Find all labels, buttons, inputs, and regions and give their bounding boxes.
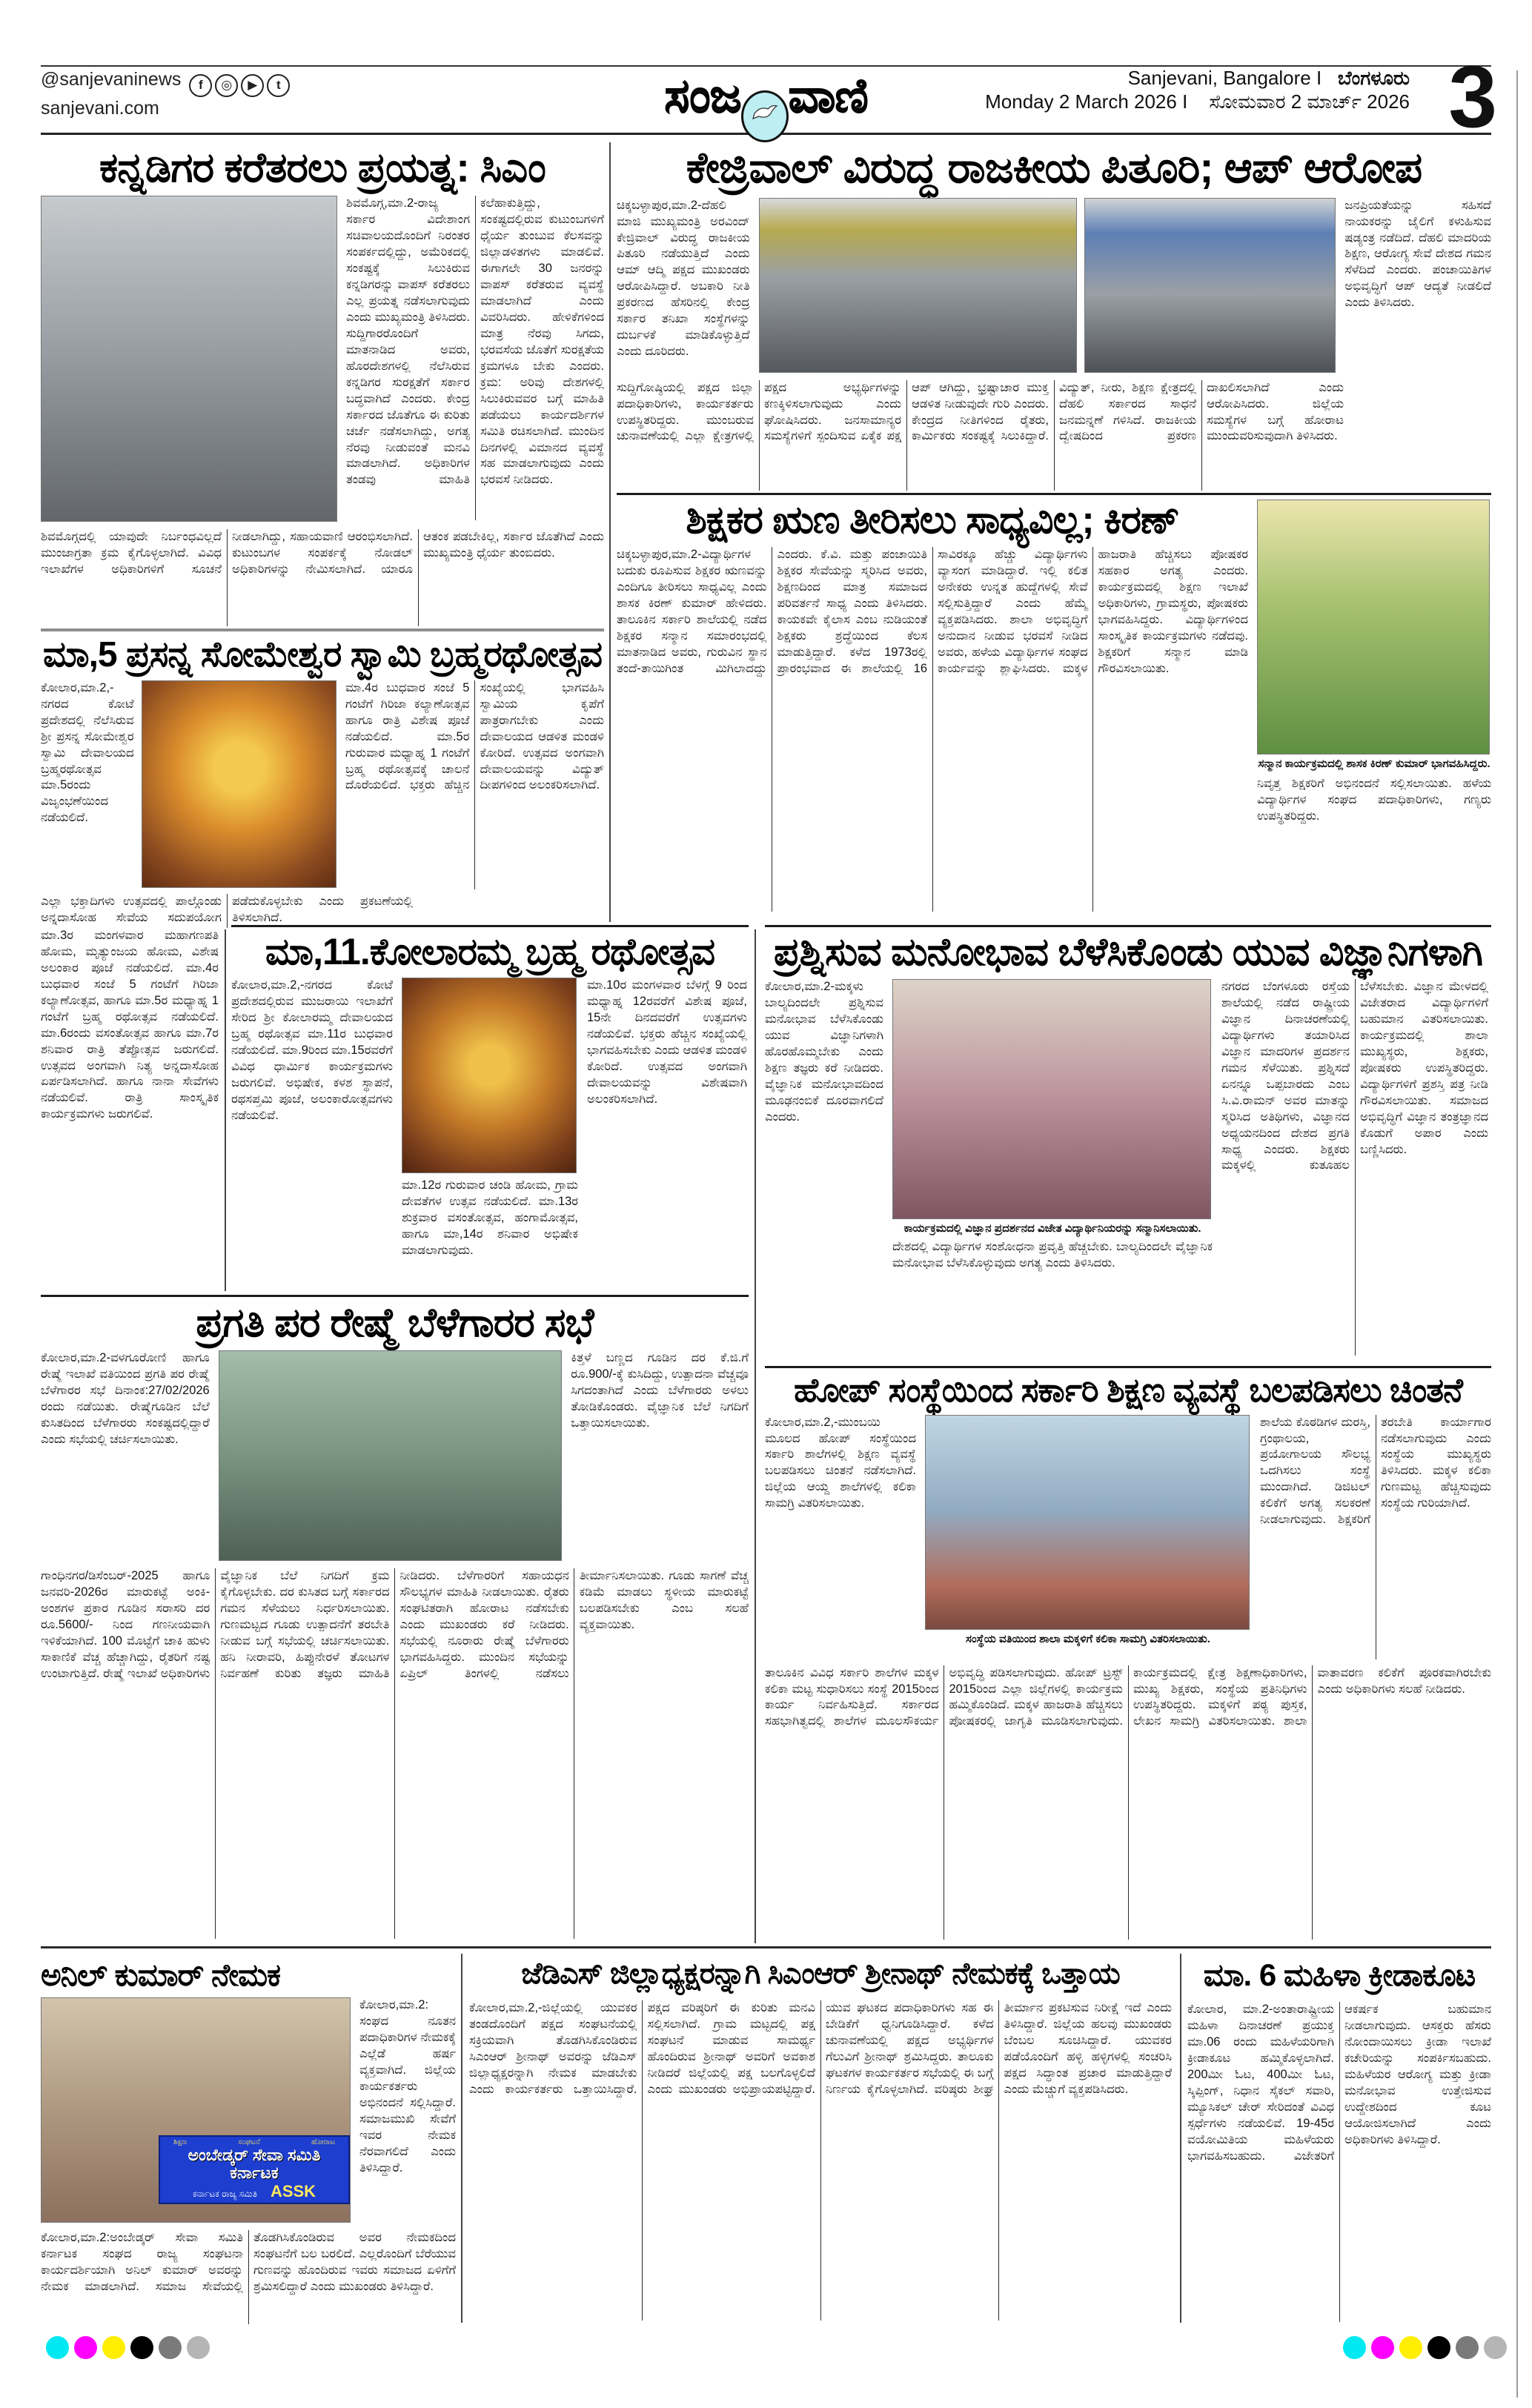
- article-side: ಜನಪ್ರಿಯತೆಯನ್ನು ಸಹಿಸದೆ ನಾಯಕರನ್ನು ಜೈಲಿಗೆ ಕಳುಹಿಸುವ ಷಡ್ಯಂತ್ರ ನಡೆದಿದೆ. ದೆಹಲಿ ಮಾದರಿಯ ಶಿಕ್ಷಣ, ಆರೋಗ್ಯ ಸೇವೆ ದೇಶದ ಗಮನ ಸೆಳೆದಿದೆ ಎಂದರು. ಪಂಚಾಯಿತಿಗಳ ಅಭಿವೃದ್ಧಿಗೆ ಆಪ್ ಆದ್ಯತೆ ನೀಡಲಿದೆ ಎಂದು ತಿಳಿಸಿದರು.: [1344, 198, 1491, 310]
- social-handle: @sanjevaninews: [41, 69, 182, 90]
- article-body: ಕೋಲಾರ, ಮಾ.2-ಅಂತಾರಾಷ್ಟ್ರೀಯ ಮಹಿಳಾ ದಿನಾಚರಣೆ ಪ್ರಯುಕ್ತ ಮಾ.06 ರಂದು ಮಹಿಳೆಯರಿಗಾಗಿ ಕ್ರೀಡಾಕೂಟ ಹಮ್ಮಿಕೊಳ್ಳಲಾಗಿದೆ. 200ಮೀ ಓಟ, 400ಮೀ ಓಟ, ಸ್ಕಿಪ್ಪಿಂಗ್, ನಿಧಾನ ಸೈಕಲ್ ಸವಾರಿ, ಮ್ಯೂಸಿಕಲ್ ಚೇರ್ ಸೇರಿದಂತೆ ವಿವಿಧ ಸ್ಪರ್ಧೆಗಳು ನಡೆಯಲಿವೆ. 19-45ರ ವಯೋಮಿತಿಯ ಮಹಿಳೆಯರು ಭಾಗವಹಿಸಬಹುದು. ವಿಜೇತರಿಗೆ ಆಕರ್ಷಕ ಬಹುಮಾನ ನೀಡಲಾಗುವುದು. ಆಸಕ್ತರು ಹೆಸರು ನೋಂದಾಯಿಸಲು ಕ್ರೀಡಾ ಇಲಾಖೆ ಕಚೇರಿಯನ್ನು ಸಂಪರ್ಕಿಸಬಹುದು. ಮಹಿಳೆಯರ ಆರೋಗ್ಯ ಮತ್ತು ಕ್ರೀಡಾ ಮನೋಭಾವ ಉತ್ತೇಜಿಸುವ ಉದ್ದೇಶದಿಂದ ಕೂಟ ಆಯೋಜಿಸಲಾಗಿದೆ ಎಂದು ಅಧಿಕಾರಿಗಳು ತಿಳಿಸಿದ್ದಾರೆ.: [1187, 2003, 1491, 2163]
- page-number: 3: [1448, 48, 1497, 146]
- youtube-icon: ▶: [241, 74, 264, 97]
- article-body: ಶಿವಮೊಗ್ಗ,ಮಾ.2-ರಾಜ್ಯ ಸರ್ಕಾರ ವಿದೇಶಾಂಗ ಸಚಿವಾಲಯದೊಂದಿಗೆ ನಿರಂತರ ಸಂಪರ್ಕದಲ್ಲಿದ್ದು, ಅಮೆರಿಕದಲ್ಲಿ ಸಂಕಷ್ಟಕ್ಕೆ ಸಿಲುಕಿರುವ ಕನ್ನಡಿಗರನ್ನು ವಾಪಸ್ ಕರೆತರಲು ಎಲ್ಲ ಪ್ರಯತ್ನ ನಡೆಸಲಾಗುವುದು ಎಂದು ಮುಖ್ಯಮಂತ್ರಿ ತಿಳಿಸಿದರು. ಸುದ್ದಿಗಾರರೊಂದಿಗೆ ಮಾತನಾಡಿದ ಅವರು, ಹೊರದೇಶಗಳಲ್ಲಿ ನೆಲೆಸಿರುವ ಕನ್ನಡಿಗರ ಸುರಕ್ಷತೆಗೆ ಸರ್ಕಾರ ಬದ್ಧವಾಗಿದೆ ಎಂದರು. ಕೇಂದ್ರ ಸರ್ಕಾರದ ಜೊತೆಗೂ ಈ ಕುರಿತು ಚರ್ಚೆ ನಡೆಸಲಾಗಿದ್ದು, ಅಗತ್ಯ ನೆರವು ನೀಡುವಂತೆ ಮನವಿ ಮಾಡಲಾಗಿದೆ. ಅಧಿಕಾರಿಗಳ ತಂಡವು ಮಾಹಿತಿ ಕಲೆಹಾಕುತ್ತಿದ್ದು, ಸಂಕಷ್ಟದಲ್ಲಿರುವ ಕುಟುಂಬಗಳಿಗೆ ಧೈರ್ಯ ತುಂಬುವ ಕೆಲಸವನ್ನು ಜಿಲ್ಲಾಡಳಿತಗಳು ಮಾಡಲಿವೆ. ಈಗಾಗಲೇ 30 ಜನರನ್ನು ವಾಪಸ್ ಕರೆತರುವ ವ್ಯವಸ್ಥೆ ಮಾಡಲಾಗಿದೆ ಎಂದು ವಿವರಿಸಿದರು. ಹೇಳಿಕೆಗಳಿಂದ ಮಾತ್ರ ನೆರವು ಸಿಗದು, ಭರವಸೆಯ ಜೊತೆಗೆ ಸುರಕ್ಷತೆಯ ಕ್ರಮಗಳೂ ಬೇಕು ಎಂದರು. ಕ್ರಮ: ಅರಿವು ದೇಶಗಳಲ್ಲಿ ಸಿಲುಕಿರುವವರ ಬಗ್ಗೆ ಮಾಹಿತಿ ಪಡೆಯಲು ಕಾರ್ಯದರ್ಶಿಗಳ ಸಮಿತಿ ರಚಿಸಲಾಗಿದೆ. ಮುಂದಿನ ದಿನಗಳಲ್ಲಿ ವಿಮಾನದ ವ್ಯವಸ್ಥೆ ಸಹ ಮಾಡಲಾಗುವುದು ಎಂದು ಭರವಸೆ ನೀಡಿದರು.: [346, 196, 604, 487]
- website-url: sanjevani.com: [41, 98, 159, 119]
- banner-label: ಹೋರಾಟ: [311, 2137, 335, 2146]
- column-rule: [225, 929, 226, 1291]
- article-kannadigas-cm: [41, 141, 604, 626]
- photo-silk-meeting: [219, 1350, 563, 1561]
- article-left: ಕೋಲಾರ,ಮಾ.2-ಮಕ್ಕಳು ಬಾಲ್ಯದಿಂದಲೇ ಪ್ರಶ್ನಿಸುವ ಮನೋಭಾವ ಬೆಳೆಸಿಕೊಂಡು ಯುವ ವಿಜ್ಞಾನಿಗಳಾಗಿ ಹೊರಹೊಮ್ಮಬೇಕು ಎಂದು ಶಿಕ್ಷಣ ತಜ್ಞರು ಕರೆ ನೀಡಿದರು. ವೈಜ್ಞಾನಿಕ ಮನೋಭಾವದಿಂದ ಮೂಢನಂಬಿಕೆ ದೂರವಾಗಲಿದೆ ಎಂದರು.: [765, 980, 883, 1124]
- article-headline: ಮಾ,5 ಪ್ರಸನ್ನ ಸೋಮೇಶ್ವರ ಸ್ವಾಮಿ ಬ್ರಹ್ಮರಥೋತ್ಸವ: [43, 635, 602, 674]
- article-body-continued: ಶಿವಮೊಗ್ಗದಲ್ಲಿ ಯಾವುದೇ ನಿರ್ಬಂಧವಿಲ್ಲದೆ ಮುಂಜಾಗ್ರತಾ ಕ್ರಮ ಕೈಗೊಳ್ಳಲಾಗಿದೆ. ವಿವಿಧ ಇಲಾಖೆಗಳ ಅಧಿಕಾರಿಗಳಿಗೆ ಸೂಚನೆ ನೀಡಲಾಗಿದ್ದು, ಸಹಾಯವಾಣಿ ಆರಂಭಿಸಲಾಗಿದೆ. ಕುಟುಂಬಗಳ ಸಂಪರ್ಕಕ್ಕೆ ನೋಡಲ್ ಅಧಿಕಾರಿಗಳನ್ನು ನೇಮಿಸಲಾಗಿದೆ. ಯಾರೂ ಆತಂಕ ಪಡಬೇಕಿಲ್ಲ, ಸರ್ಕಾರ ಜೊತೆಗಿದೆ ಎಂದು ಮುಖ್ಯಮಂತ್ರಿ ಧೈರ್ಯ ತುಂಬಿದರು.: [41, 530, 604, 577]
- article-body: ಮಾ.4ರ ಬುಧವಾರ ಸಂಜೆ 5 ಗಂಟೆಗೆ ಗಿರಿಜಾ ಕಲ್ಯಾಣೋತ್ಸವ ಹಾಗೂ ರಾತ್ರಿ ವಿಶೇಷ ಪೂಜೆ ನಡೆಯಲಿದೆ. ಮಾ.5ರ ಗುರುವಾರ ಮಧ್ಯಾಹ್ನ 1 ಗಂಟೆಗೆ ಬ್ರಹ್ಮ ರಥೋತ್ಸವಕ್ಕೆ ಚಾಲನೆ ದೊರೆಯಲಿದೆ. ಭಕ್ತರು ಹೆಚ್ಚಿನ ಸಂಖ್ಯೆಯಲ್ಲಿ ಭಾಗವಹಿಸಿ ಸ್ವಾಮಿಯ ಕೃಪೆಗೆ ಪಾತ್ರರಾಗಬೇಕು ಎಂದು ದೇವಾಲಯದ ಆಡಳಿತ ಮಂಡಳಿ ಕೋರಿದೆ. ಉತ್ಸವದ ಅಂಗವಾಗಿ ದೇವಾಲಯವನ್ನು ವಿದ್ಯುತ್ ದೀಪಗಳಿಂದ ಅಲಂಕರಿಸಲಾಗಿದೆ.: [345, 680, 604, 792]
- article-left: ಕೋಲಾರ,ಮಾ.2,-ಮುಂಬಯಿ ಮೂಲದ ಹೋಪ್ ಸಂಸ್ಥೆಯಿಂದ ಸರ್ಕಾರಿ ಶಾಲೆಗಳಲ್ಲಿ ಶಿಕ್ಷಣ ವ್ಯವಸ್ಥೆ ಬಲಪಡಿಸಲು ಚಿಂತನೆ ನಡೆಸಲಾಗಿದೆ. ಜಿಲ್ಲೆಯ ಆಯ್ದ ಶಾಲೆಗಳಲ್ಲಿ ಕಲಿಕಾ ಸಾಮಗ್ರಿ ವಿತರಿಸಲಾಯಿತು.: [765, 1415, 916, 1510]
- date-kn: ಸೋಮವಾರ 2 ಮಾರ್ಚ್ 2026: [1209, 90, 1410, 113]
- article-lead: ಚಿಕ್ಕಬಳ್ಳಾಪುರ,ಮಾ.2-ದೆಹಲಿ ಮಾಜಿ ಮುಖ್ಯಮಂತ್ರಿ ಅರವಿಂದ್ ಕೇಜ್ರಿವಾಲ್ ವಿರುದ್ಧ ರಾಜಕೀಯ ಪಿತೂರಿ ನಡೆಯುತ್ತಿದೆ ಎಂದು ಆಮ್ ಆದ್ಮಿ ಪಕ್ಷದ ಮುಖಂಡರು ಆರೋಪಿಸಿದ್ದಾರೆ. ಅಬಕಾರಿ ನೀತಿ ಪ್ರಕರಣದ ಹೆಸರಿನಲ್ಲಿ ಕೇಂದ್ರ ಸರ್ಕಾರ ತನಿಖಾ ಸಂಸ್ಥೆಗಳನ್ನು ದುರ್ಬಳಕೆ ಮಾಡಿಕೊಳ್ಳುತ್ತಿದೆ ಎಂದು ದೂರಿದರು.: [617, 198, 750, 359]
- article-headline: ಪ್ರಶ್ನಿಸುವ ಮನೋಭಾವ ಬೆಳೆಸಿಕೊಂಡು ಯುವ ವಿಜ್ಞಾನಿಗಳಾಗಿ: [774, 931, 1482, 974]
- photo-assk-felicitation: [41, 1997, 351, 2223]
- article-headline: ಕೇಜ್ರಿವಾಲ್ ವಿರುದ್ಧ ರಾಜಕೀಯ ಪಿತೂರಿ; ಆಪ್ ಆರೋಪ: [686, 144, 1422, 192]
- article-col1: ಕೋಲಾರ,ಮಾ.2,-ನಗರದ ಕೋಟೆ ಪ್ರದೇಶದಲ್ಲಿರುವ ಮುಜರಾಯಿ ಇಲಾಖೆಗೆ ಸೇರಿದ ಶ್ರೀ ಕೋಲಾರಮ್ಮ ದೇವಾಲಯದ ಬ್ರಹ್ಮ ರಥೋತ್ಸವ ಮಾ.11ರ ಬುಧವಾರ ನಡೆಯಲಿದೆ. ಮಾ.9ರಿಂದ ಮಾ.15ರವರೆಗೆ ವಿವಿಧ ಧಾರ್ಮಿಕ ಕಾರ್ಯಕ್ರಮಗಳು ಜರುಗಲಿವೆ. ಅಭಿಷೇಕ, ಕಳಶ ಸ್ಥಾಪನೆ, ರಥಸಪ್ತಮಿ ಪೂಜೆ, ಅಲಂಕಾರೋತ್ಸವಗಳು ನಡೆಯಲಿವೆ.: [231, 978, 393, 1122]
- instagram-icon: ◎: [215, 74, 238, 97]
- banner-subtitle: ಕರ್ನಾಟಕ ರಾಜ್ಯ ಸಮಿತಿ: [193, 2189, 257, 2200]
- article-headline: ಕನ್ನಡಿಗರ ಕರೆತರಲು ಪ್ರಯತ್ನ: ಸಿಎಂ: [99, 144, 546, 190]
- article-headline: ಹೋಪ್ ಸಂಸ್ಥೆಯಿಂದ ಸರ್ಕಾರಿ ಶಿಕ್ಷಣ ವ್ಯವಸ್ಥೆ ಬಲಪಡಿಸಲು ಚಿಂತನೆ: [794, 1371, 1462, 1409]
- article-silk-growers-meeting: [41, 1295, 749, 1945]
- article-jds-srinath-demand: [469, 1954, 1172, 2324]
- column-rule: [609, 142, 611, 922]
- article-headline: ಮಾ,11.ಕೋಲಾರಮ್ಮ ಬ್ರಹ್ಮ ರಥೋತ್ಸವ: [265, 931, 715, 972]
- article-body-continued: ತಾಲೂಕಿನ ವಿವಿಧ ಸರ್ಕಾರಿ ಶಾಲೆಗಳ ಮಕ್ಕಳ ಕಲಿಕಾ ಮಟ್ಟ ಸುಧಾರಿಸಲು ಸಂಸ್ಥೆ 2015ರಿಂದ ಕಾರ್ಯ ನಿರ್ವಹಿಸುತ್ತಿದೆ. ಸರ್ಕಾರದ ಸಹಭಾಗಿತ್ವದಲ್ಲಿ ಶಾಲೆಗಳ ಮೂಲಸೌಕರ್ಯ ಅಭಿವೃದ್ಧಿ ಪಡಿಸಲಾಗುವುದು. ಹೋಪ್ ಟ್ರಸ್ಟ್ 2015ರಿಂದ ಎಲ್ಲಾ ಜಿಲ್ಲೆಗಳಲ್ಲಿ ಕಾರ್ಯಕ್ರಮ ಹಮ್ಮಿಕೊಂಡಿದೆ. ಮಕ್ಕಳ ಹಾಜರಾತಿ ಹೆಚ್ಚಿಸಲು ಪೋಷಕರಲ್ಲಿ ಜಾಗೃತಿ ಮೂಡಿಸಲಾಗುವುದು. ಕಾರ್ಯಕ್ರಮದಲ್ಲಿ ಕ್ಷೇತ್ರ ಶಿಕ್ಷಣಾಧಿಕಾರಿಗಳು, ಮುಖ್ಯ ಶಿಕ್ಷಕರು, ಸಂಸ್ಥೆಯ ಪ್ರತಿನಿಧಿಗಳು ಉಪಸ್ಥಿತರಿದ್ದರು. ಮಕ್ಕಳಿಗೆ ಪಠ್ಯ ಪುಸ್ತಕ, ಲೇಖನ ಸಾಮಗ್ರಿ ವಿತರಿಸಲಾಯಿತು. ಶಾಲಾ ವಾತಾವರಣ ಕಲಿಕೆಗೆ ಪೂರಕವಾಗಿರಬೇಕು ಎಂದು ಅಧಿಕಾರಿಗಳು ಸಲಹೆ ನೀಡಿದರು.: [765, 1665, 1491, 1728]
- article-headline: ಅನಿಲ್ ಕುಮಾರ್ ನೇಮಕ: [41, 1957, 281, 1992]
- photo-cm-press-meet: [41, 196, 337, 522]
- banner-label: ಸಂಘಟನೆ: [238, 2137, 260, 2146]
- article-body-continued: ಗಾಂಧಿನಗರ/ಡಿಸೆಂಬರ್-2025 ಹಾಗೂ ಜನವರಿ-2026ರ ಮಾರುಕಟ್ಟೆ ಅಂಕಿ-ಅಂಶಗಳ ಪ್ರಕಾರ ಗೂಡಿನ ಸರಾಸರಿ ದರ ರೂ.5600/- ನಿಂದ ಗಣನೀಯವಾಗಿ ಇಳಿಕೆಯಾಗಿದೆ. 100 ಮೊಟ್ಟೆಗೆ ಚಾಕಿ ಹುಳು ಸಾಕಾಣಿಕೆ ವೆಚ್ಚ ಹೆಚ್ಚಾಗಿದ್ದು, ರೈತರಿಗೆ ನಷ್ಟ ಉಂಟಾಗುತ್ತಿದೆ. ರೇಷ್ಮೆ ಇಲಾಖೆ ಅಧಿಕಾರಿಗಳು ವೈಜ್ಞಾನಿಕ ಬೆಲೆ ನಿಗದಿಗೆ ಕ್ರಮ ಕೈಗೊಳ್ಳಬೇಕು. ದರ ಕುಸಿತದ ಬಗ್ಗೆ ಸರ್ಕಾರದ ಗಮನ ಸೆಳೆಯಲು ನಿರ್ಧರಿಸಲಾಯಿತು. ಗುಣಮಟ್ಟದ ಗೂಡು ಉತ್ಪಾದನೆಗೆ ತರಬೇತಿ ನೀಡುವ ಬಗ್ಗೆ ಸಭೆಯಲ್ಲಿ ಚರ್ಚಿಸಲಾಯಿತು. ಹನಿ ನೀರಾವರಿ, ಹಿಪ್ಪುನೇರಳೆ ತೋಟಗಳ ನಿರ್ವಹಣೆ ಕುರಿತು ತಜ್ಞರು ಮಾಹಿತಿ ನೀಡಿದರು. ಬೆಳೆಗಾರರಿಗೆ ಸಹಾಯಧನ ಸೌಲಭ್ಯಗಳ ಮಾಹಿತಿ ನೀಡಲಾಯಿತು. ರೈತರು ಸಂಘಟಿತರಾಗಿ ಹೋರಾಟ ನಡೆಸಬೇಕು ಎಂದು ಮುಖಂಡರು ಕರೆ ನೀಡಿದರು. ಸಭೆಯಲ್ಲಿ ನೂರಾರು ರೇಷ್ಮೆ ಬೆಳೆಗಾರರು ಭಾಗವಹಿಸಿದ್ದರು. ಮುಂದಿನ ಸಭೆಯನ್ನು ಏಪ್ರಿಲ್ ತಿಂಗಳಲ್ಲಿ ನಡೆಸಲು ತೀರ್ಮಾನಿಸಲಾಯಿತು. ಗೂಡು ಸಾಗಣೆ ವೆಚ್ಚ ಕಡಿಮೆ ಮಾಡಲು ಸ್ಥಳೀಯ ಮಾರುಕಟ್ಟೆ ಬಲಪಡಿಸಬೇಕು ಎಂಬ ಸಲಹೆ ವ್ಯಕ್ತವಾಯಿತು.: [41, 1569, 749, 1680]
- photo-kolaramma-deity: [402, 978, 577, 1173]
- article-body: ಕೋಲಾರ,ಮಾ.2:ಅಂಬೇಡ್ಕರ್ ಸೇವಾ ಸಮಿತಿ ಕರ್ನಾಟಕ ಸಂಘದ ರಾಜ್ಯ ಸಂಘಟನಾ ಕಾರ್ಯದರ್ಶಿಯಾಗಿ ಅನಿಲ್ ಕುಮಾರ್ ಅವರನ್ನು ನೇಮಕ ಮಾಡಲಾಗಿದೆ. ಸಮಾಜ ಸೇವೆಯಲ್ಲಿ ತೊಡಗಿಸಿಕೊಂಡಿರುವ ಅವರ ನೇಮಕದಿಂದ ಸಂಘಟನೆಗೆ ಬಲ ಬರಲಿದೆ. ಎಲ್ಲರೊಂದಿಗೆ ಬೆರೆಯುವ ಗುಣವನ್ನು ಹೊಂದಿರುವ ಇವರು ಸಮಾಜದ ಏಳಿಗೆಗೆ ಶ್ರಮಿಸಲಿದ್ದಾರೆ ಎಂದು ಮುಖಂಡರು ತಿಳಿಸಿದ್ದಾರೆ.: [41, 2231, 456, 2294]
- article-someshwara-continuation: [41, 928, 219, 1291]
- photo-caption: ಕಾರ್ಯಕ್ರಮದಲ್ಲಿ ವಿಜ್ಞಾನ ಪ್ರದರ್ಶನದ ವಿಜೇತ ವಿದ್ಯಾರ್ಥಿನಿಯರನ್ನು ಸನ್ಮಾನಿಸಲಾಯಿತು.: [903, 1222, 1201, 1235]
- column-rule: [461, 1954, 462, 2323]
- page-header: [41, 48, 1497, 146]
- assk-banner: [159, 2135, 350, 2204]
- column-rule: [755, 929, 756, 1943]
- article-right: ಕಿತ್ತಳೆ ಬಣ್ಣದ ಗೂಡಿನ ದರ ಕೆ.ಜಿ.ಗೆ ರೂ.900/-ಕ್ಕೆ ಕುಸಿದಿದ್ದು, ಉತ್ಪಾದನಾ ವೆಚ್ಚವೂ ಸಿಗದಂತಾಗಿದೆ ಎಂದು ಬೆಳೆಗಾರರು ಅಳಲು ತೋಡಿಕೊಂಡರು. ವೈಜ್ಞಾನಿಕ ಬೆಲೆ ನಿಗದಿಗೆ ಒತ್ತಾಯಿಸಲಾಯಿತು.: [571, 1351, 749, 1430]
- header-dateline: [985, 48, 1497, 146]
- photo-aap-press-1: [759, 198, 1077, 373]
- photo-someshwara-deity: [142, 680, 336, 888]
- article-body: ಕೋಲಾರ,ಮಾ.2,-ಜಿಲ್ಲೆಯಲ್ಲಿ ಯುವಕರ ತಂಡದೊಂದಿಗೆ ಪಕ್ಷದ ಸಂಘಟನೆಯಲ್ಲಿ ಸಕ್ರಿಯವಾಗಿ ತೊಡಗಿಸಿಕೊಂಡಿರುವ ಸಿಎಂಆರ್ ಶ್ರೀನಾಥ್ ಅವರನ್ನು ಜೆಡಿಎಸ್ ಜಿಲ್ಲಾಧ್ಯಕ್ಷರನ್ನಾಗಿ ನೇಮಕ ಮಾಡಬೇಕು ಎಂದು ಕಾರ್ಯಕರ್ತರು ಒತ್ತಾಯಿಸಿದ್ದಾರೆ. ಪಕ್ಷದ ವರಿಷ್ಠರಿಗೆ ಈ ಕುರಿತು ಮನವಿ ಸಲ್ಲಿಸಲಾಗಿದೆ. ಗ್ರಾಮ ಮಟ್ಟದಲ್ಲಿ ಪಕ್ಷ ಸಂಘಟನೆ ಮಾಡುವ ಸಾಮರ್ಥ್ಯ ಹೊಂದಿರುವ ಶ್ರೀನಾಥ್ ಅವರಿಗೆ ಅವಕಾಶ ನೀಡಿದರೆ ಜಿಲ್ಲೆಯಲ್ಲಿ ಪಕ್ಷ ಬಲಗೊಳ್ಳಲಿದೆ ಎಂದು ಮುಖಂಡರು ಅಭಿಪ್ರಾಯಪಟ್ಟಿದ್ದಾರೆ. ಯುವ ಘಟಕದ ಪದಾಧಿಕಾರಿಗಳು ಸಹ ಈ ಬೇಡಿಕೆಗೆ ಧ್ವನಿಗೂಡಿಸಿದ್ದಾರೆ. ಕಳೆದ ಚುನಾವಣೆಯಲ್ಲಿ ಪಕ್ಷದ ಅಭ್ಯರ್ಥಿಗಳ ಗೆಲುವಿಗೆ ಶ್ರೀನಾಥ್ ಶ್ರಮಿಸಿದ್ದರು. ತಾಲೂಕು ಘಟಕಗಳ ಕಾರ್ಯಕರ್ತರ ಸಭೆಯಲ್ಲಿ ಈ ಬಗ್ಗೆ ನಿರ್ಣಯ ಕೈಗೊಳ್ಳಲಾಗಿದೆ. ವರಿಷ್ಠರು ಶೀಘ್ರ ತೀರ್ಮಾನ ಪ್ರಕಟಿಸುವ ನಿರೀಕ್ಷೆ ಇದೆ ಎಂದು ತಿಳಿಸಿದ್ದಾರೆ. ಜಿಲ್ಲೆಯ ಹಲವು ಮುಖಂಡರು ಬೆಂಬಲ ಸೂಚಿಸಿದ್ದಾರೆ. ಯುವಕರ ಪಡೆಯೊಂದಿಗೆ ಹಳ್ಳಿ ಹಳ್ಳಿಗಳಲ್ಲಿ ಸಂಚರಿಸಿ ಪಕ್ಷದ ಸಿದ್ಧಾಂತ ಪ್ರಚಾರ ಮಾಡುತ್ತಿದ್ದಾರೆ ಎಂದು ಮೆಚ್ಚುಗೆ ವ್ಯಕ್ತಪಡಿಸಿದರು.: [469, 2001, 1172, 2096]
- article-col3: ಮಾ.10ರ ಮಂಗಳವಾರ ಬೆಳಗ್ಗೆ 9 ರಿಂದ ಮಧ್ಯಾಹ್ನ 12ರವರೆಗೆ ವಿಶೇಷ ಪೂಜೆ, 15ನೇ ದಿನದವರೆಗೆ ಉತ್ಸವಗಳು ನಡೆಯಲಿವೆ. ಭಕ್ತರು ಹೆಚ್ಚಿನ ಸಂಖ್ಯೆಯಲ್ಲಿ ಭಾಗವಹಿಸಬೇಕು ಎಂದು ಆಡಳಿತ ಮಂಡಳಿ ಕೋರಿದೆ. ಉತ್ಸವದ ಅಂಗವಾಗಿ ದೇವಾಲಯವನ್ನು ವಿಶೇಷವಾಗಿ ಅಲಂಕರಿಸಲಾಗಿದೆ.: [587, 978, 747, 1106]
- article-right: ನಗರದ ಬೆಂಗಳೂರು ರಸ್ತೆಯ ಶಾಲೆಯಲ್ಲಿ ನಡೆದ ರಾಷ್ಟ್ರೀಯ ವಿಜ್ಞಾನ ದಿನಾಚರಣೆಯಲ್ಲಿ ವಿದ್ಯಾರ್ಥಿಗಳು ತಯಾರಿಸಿದ ವಿಜ್ಞಾನ ಮಾದರಿಗಳ ಪ್ರದರ್ಶನ ಗಮನ ಸೆಳೆಯಿತು. ಪ್ರಶ್ನಿಸದೆ ಏನನ್ನೂ ಒಪ್ಪಬಾರದು ಎಂಬ ಸಿ.ವಿ.ರಾಮನ್ ಅವರ ಮಾತನ್ನು ಸ್ಮರಿಸಿದ ಅತಿಥಿಗಳು, ವಿಜ್ಞಾನದ ಅಧ್ಯಯನದಿಂದ ದೇಶದ ಪ್ರಗತಿ ಸಾಧ್ಯ ಎಂದರು. ಶಿಕ್ಷಕರು ಮಕ್ಕಳಲ್ಲಿ ಕುತೂಹಲ ಬೆಳೆಸಬೇಕು. ವಿಜ್ಞಾನ ಮೇಳದಲ್ಲಿ ವಿಜೇತರಾದ ವಿದ್ಯಾರ್ಥಿಗಳಿಗೆ ಬಹುಮಾನ ವಿತರಿಸಲಾಯಿತು. ಕಾರ್ಯಕ್ರಮದಲ್ಲಿ ಶಾಲಾ ಮುಖ್ಯಸ್ಥರು, ಶಿಕ್ಷಕರು, ಪೋಷಕರು ಉಪಸ್ಥಿತರಿದ್ದರು. ವಿದ್ಯಾರ್ಥಿಗಳಿಗೆ ಪ್ರಶಸ್ತಿ ಪತ್ರ ನೀಡಿ ಗೌರವಿಸಲಾಯಿತು. ಸಮಾಜದ ಅಭಿವೃದ್ಧಿಗೆ ವಿಜ್ಞಾನ ತಂತ್ರಜ್ಞಾನದ ಕೊಡುಗೆ ಅಪಾರ ಎಂದು ಬಣ್ಣಿಸಿದರು.: [1221, 980, 1488, 1173]
- article-body-continued: ಮಾ.3ರ ಮಂಗಳವಾರ ಮಹಾಗಣಪತಿ ಹೋಮ, ಮೃತ್ಯುಂಜಯ ಹೋಮ, ವಿಶೇಷ ಅಲಂಕಾರ ಪೂಜೆ ನಡೆಯಲಿದೆ. ಮಾ.4ರ ಬುಧವಾರ ಸಂಜೆ 5 ಗಂಟೆಗೆ ಗಿರಿಜಾ ಕಲ್ಯಾಣೋತ್ಸವ, ಹಾಗೂ ಮಾ.5ರ ಮಧ್ಯಾಹ್ನ 1 ಗಂಟೆಗೆ ಬ್ರಹ್ಮ ರಥೋತ್ಸವ ನಡೆಯಲಿದೆ. ಮಾ.6ರಂದು ವಸಂತೋತ್ಸವ ಹಾಗೂ ಮಾ.7ರ ಶನಿವಾರ ರಾತ್ರಿ ತೆಪ್ಪೋತ್ಸವ ಜರುಗಲಿದೆ. ಉತ್ಸವದ ಅಂಗವಾಗಿ ನಿತ್ಯ ಅನ್ನದಾಸೋಹ ಏರ್ಪಡಿಸಲಾಗಿದೆ. ಹಾಗೂ ನಾನಾ ಸೇವೆಗಳು ನಡೆಯಲಿವೆ. ರಾತ್ರಿ ಸಾಂಸ್ಕೃತಿಕ ಕಾರ್ಯಕ್ರಮಗಳು ಜರುಗಲಿವೆ.: [41, 929, 219, 1121]
- article-side: ಕೋಲಾರ,ಮಾ.2: ಸಂಘದ ನೂತನ ಪದಾಧಿಕಾರಿಗಳ ನೇಮಕಕ್ಕೆ ಎಲ್ಲೆಡೆ ಹರ್ಷ ವ್ಯಕ್ತವಾಗಿದೆ. ಜಿಲ್ಲೆಯ ಕಾರ್ಯಕರ್ತರು ಅಭಿನಂದನೆ ಸಲ್ಲಿಸಿದ್ದಾರೆ. ಸಮಾಜಮುಖಿ ಸೇವೆಗೆ ಇವರ ನೇಮಕ ನೆರವಾಗಲಿದೆ ಎಂದು ತಿಳಿಸಿದ್ದಾರೆ.: [359, 1998, 456, 2175]
- photo-hope-school: [925, 1415, 1250, 1630]
- banner-title: ಅಂಬೇಡ್ಕರ್ ಸೇವಾ ಸಮಿತಿ ಕರ್ನಾಟಕ: [188, 2145, 321, 2183]
- edition-en: Sanjevani, Bangalore I: [1127, 67, 1322, 89]
- article-right: ಶಾಲೆಯ ಕೊಠಡಿಗಳ ದುರಸ್ತಿ, ಗ್ರಂಥಾಲಯ, ಪ್ರಯೋಗಾಲಯ ಸೌಲಭ್ಯ ಒದಗಿಸಲು ಸಂಸ್ಥೆ ಮುಂದಾಗಿದೆ. ಡಿಜಿಟಲ್ ಕಲಿಕೆಗೆ ಅಗತ್ಯ ಸಲಕರಣೆ ನೀಡಲಾಗುವುದು. ಶಿಕ್ಷಕರಿಗೆ ತರಬೇತಿ ಕಾರ್ಯಾಗಾರ ನಡೆಸಲಾಗುವುದು ಎಂದು ಸಂಸ್ಥೆಯ ಮುಖ್ಯಸ್ಥರು ತಿಳಿಸಿದರು. ಮಕ್ಕಳ ಕಲಿಕಾ ಗುಣಮಟ್ಟ ಹೆಚ್ಚಿಸುವುದು ಸಂಸ್ಥೆಯ ಗುರಿಯಾಗಿದೆ.: [1260, 1415, 1491, 1527]
- article-kolaramma-rathotsava: [231, 925, 749, 1293]
- bottom-band-rule: [41, 1946, 1491, 1948]
- article-mid: ದೇಶದಲ್ಲಿ ವಿದ್ಯಾರ್ಥಿಗಳ ಸಂಶೋಧನಾ ಪ್ರವೃತ್ತಿ ಹೆಚ್ಚಬೇಕು. ಬಾಲ್ಯದಿಂದಲೇ ವೈಜ್ಞಾನಿಕ ಮನೋಭಾವ ಬೆಳೆಸಿಕೊಳ್ಳುವುದು ಅಗತ್ಯ ಎಂದು ತಿಳಿಸಿದರು.: [892, 1239, 1213, 1270]
- photo-caption: ಸಂಸ್ಥೆಯ ವತಿಯಿಂದ ಶಾಲಾ ಮಕ್ಕಳಿಗೆ ಕಲಿಕಾ ಸಾಮಗ್ರಿ ವಿತರಿಸಲಾಯಿತು.: [966, 1632, 1210, 1645]
- masthead-text-left: ಸಂಜ: [664, 69, 741, 122]
- article-womens-sports-meet: [1187, 1954, 1491, 2324]
- masthead-text-right: ವಾಣಿ: [788, 69, 868, 122]
- twitter-icon: t: [267, 74, 290, 97]
- article-headline: ಪ್ರಗತಿ ಪರ ರೇಷ್ಮೆ ಬೆಳೆಗಾರರ ಸಭೆ: [196, 1301, 594, 1345]
- registration-marks-right: [1343, 2336, 1512, 2363]
- article-headline: ಮಾ. 6 ಮಹಿಳಾ ಕ್ರೀಡಾಕೂಟ: [1203, 1957, 1476, 1992]
- column-rule: [1180, 1954, 1181, 2323]
- banner-acronym: ASSK: [270, 2182, 316, 2201]
- article-anil-kumar-appointment: [41, 1954, 456, 2324]
- article-side: ನಿವೃತ್ತ ಶಿಕ್ಷಕರಿಗೆ ಅಭಿನಂದನೆ ಸಲ್ಲಿಸಲಾಯಿತು. ಹಳೆಯ ವಿದ್ಯಾರ್ಥಿಗಳ ಸಂಘದ ಪದಾಧಿಕಾರಿಗಳು, ಗಣ್ಯರು ಉಪಸ್ಥಿತರಿದ್ದರು.: [1257, 776, 1491, 823]
- article-body: ಚಿಕ್ಕಬಳ್ಳಾಪುರ,ಮಾ.2-ವಿದ್ಯಾರ್ಥಿಗಳ ಬದುಕು ರೂಪಿಸುವ ಶಿಕ್ಷಕರ ಋಣವನ್ನು ಎಂದಿಗೂ ತೀರಿಸಲು ಸಾಧ್ಯವಿಲ್ಲ ಎಂದು ಶಾಸಕ ಕಿರಣ್ ಕುಮಾರ್ ಹೇಳಿದರು. ತಾಲೂಕಿನ ಸರ್ಕಾರಿ ಶಾಲೆಯಲ್ಲಿ ನಡೆದ ಶಿಕ್ಷಕರ ಸನ್ಮಾನ ಸಮಾರಂಭದಲ್ಲಿ ಮಾತನಾಡಿದ ಅವರು, ಗುರುವಿನ ಸ್ಥಾನ ತಂದೆ-ತಾಯಿಗಿಂತ ಮಿಗಿಲಾದದ್ದು ಎಂದರು. ಕೆ.ವಿ. ಮತ್ತು ಪಂಚಾಯಿತಿ ಶಿಕ್ಷಕರ ಸೇವೆಯನ್ನು ಸ್ಮರಿಸಿದ ಅವರು, ಶಿಕ್ಷಣದಿಂದ ಮಾತ್ರ ಸಮಾಜದ ಪರಿವರ್ತನೆ ಸಾಧ್ಯ ಎಂದು ತಿಳಿಸಿದರು. ಕಾಯಕವೇ ಕೈಲಾಸ ಎಂಬ ನುಡಿಯಂತೆ ಶಿಕ್ಷಕರು ಶ್ರದ್ಧೆಯಿಂದ ಕೆಲಸ ಮಾಡುತ್ತಿದ್ದಾರೆ. ಕಳೆದ 1973ರಲ್ಲಿ ಪ್ರಾರಂಭವಾದ ಈ ಶಾಲೆಯಲ್ಲಿ 16 ಸಾವಿರಕ್ಕೂ ಹೆಚ್ಚು ವಿದ್ಯಾರ್ಥಿಗಳು ವ್ಯಾಸಂಗ ಮಾಡಿದ್ದಾರೆ. ಇಲ್ಲಿ ಕಲಿತ ಅನೇಕರು ಉನ್ನತ ಹುದ್ದೆಗಳಲ್ಲಿ ಸೇವೆ ಸಲ್ಲಿಸುತ್ತಿದ್ದಾರೆ ಎಂದು ಹೆಮ್ಮೆ ವ್ಯಕ್ತಪಡಿಸಿದರು. ಶಾಲಾ ಅಭಿವೃದ್ಧಿಗೆ ಅನುದಾನ ನೀಡುವ ಭರವಸೆ ನೀಡಿದ ಅವರು, ಹಳೆಯ ವಿದ್ಯಾರ್ಥಿಗಳ ಸಂಘದ ಕಾರ್ಯವನ್ನು ಶ್ಲಾಘಿಸಿದರು. ಮಕ್ಕಳ ಹಾಜರಾತಿ ಹೆಚ್ಚಿಸಲು ಪೋಷಕರ ಸಹಕಾರ ಅಗತ್ಯ ಎಂದರು. ಕಾರ್ಯಕ್ರಮದಲ್ಲಿ ಶಿಕ್ಷಣ ಇಲಾಖೆ ಅಧಿಕಾರಿಗಳು, ಗ್ರಾಮಸ್ಥರು, ಪೋಷಕರು ಭಾಗವಹಿಸಿದ್ದರು. ವಿದ್ಯಾರ್ಥಿಗಳಿಂದ ಸಾಂಸ್ಕೃತಿಕ ಕಾರ್ಯಕ್ರಮಗಳು ನಡೆದವು. ಶಿಕ್ಷಕರಿಗೆ ಸನ್ಮಾನ ಮಾಡಿ ಗೌರವಿಸಲಾಯಿತು.: [617, 548, 1248, 675]
- right-trim-rule: [1516, 70, 1518, 2398]
- photo-caption: ಸನ್ಮಾನ ಕಾರ್ಯಕ್ರಮದಲ್ಲಿ ಶಾಸಕ ಕಿರಣ್ ಕುಮಾರ್ ಭಾಗವಹಿಸಿದ್ದರು.: [1258, 757, 1490, 770]
- article-left: ಕೋಲಾರ,ಮಾ.2-ವಳಗೂರೋಣಿ ಹಾಗೂ ರೇಷ್ಮೆ ಇಲಾಖೆ ವತಿಯಿಂದ ಪ್ರಗತಿ ಪರ ರೇಷ್ಮೆ ಬೆಳೆಗಾರರ ಸಭೆ ದಿನಾಂಕ:27/02/2026 ರಂದು ನಡೆಯಿತು. ರೇಷ್ಮೆಗೂಡಿನ ಬೆಲೆ ಕುಸಿತದಿಂದ ಬೆಳೆಗಾರರು ಸಂಕಷ್ಟದಲ್ಲಿದ್ದಾರೆ ಎಂದು ಸಭೆಯಲ್ಲಿ ಚರ್ಚಿಸಲಾಯಿತು.: [41, 1351, 210, 1446]
- article-young-scientists: [765, 925, 1491, 1364]
- dove-icon: [741, 90, 789, 142]
- banner-label: ಶಿಕ್ಷಣ: [173, 2137, 188, 2146]
- article-headline: ಶಿಕ್ಷಕರ ಋಣ ತೀರಿಸಲು ಸಾಧ್ಯವಿಲ್ಲ; ಕಿರಣ್: [686, 499, 1179, 542]
- article-hope-education: [765, 1366, 1491, 1945]
- article-body-continued: ಎಲ್ಲಾ ಭಕ್ತಾದಿಗಳು ಉತ್ಸವದಲ್ಲಿ ಪಾಲ್ಗೊಂಡು ಅನ್ನದಾಸೋಹ ಸೇವೆಯ ಸದುಪಯೋಗ ಪಡೆದುಕೊಳ್ಳಬೇಕು ಎಂದು ಪ್ರಕಟಣೆಯಲ್ಲಿ ತಿಳಿಸಲಾಗಿದೆ.: [41, 894, 413, 924]
- article-lead: ಕೋಲಾರ,ಮಾ.2,-ನಗರದ ಕೋಟೆ ಪ್ರದೇಶದಲ್ಲಿ ನೆಲೆಸಿರುವ ಶ್ರೀ ಪ್ರಸನ್ನ ಸೋಮೇಶ್ವರ ಸ್ವಾಮಿ ದೇವಾಲಯದ ಬ್ರಹ್ಮರಥೋತ್ಸವ ಮಾ.5ರಂದು ವಿಜೃಂಭಣೆಯಿಂದ ನಡೆಯಲಿದೆ.: [41, 680, 134, 825]
- photo-aap-press-2: [1084, 198, 1336, 373]
- article-headline: ಜೆಡಿಎಸ್ ಜಿಲ್ಲಾಧ್ಯಕ್ಷರನ್ನಾಗಿ ಸಿಎಂಆರ್ ಶ್ರೀನಾಥ್ ನೇಮಕಕ್ಕೆ ಒತ್ತಾಯ: [521, 1957, 1120, 1990]
- registration-marks-left: [46, 2336, 215, 2363]
- article-someshwara-rathotsava: [41, 628, 604, 928]
- article-body-continued: ಸುದ್ದಿಗೋಷ್ಠಿಯಲ್ಲಿ ಪಕ್ಷದ ಜಿಲ್ಲಾ ಪದಾಧಿಕಾರಿಗಳು, ಕಾರ್ಯಕರ್ತರು ಉಪಸ್ಥಿತರಿದ್ದರು. ಮುಂಬರುವ ಚುನಾವಣೆಯಲ್ಲಿ ಎಲ್ಲಾ ಕ್ಷೇತ್ರಗಳಲ್ಲಿ ಪಕ್ಷದ ಅಭ್ಯರ್ಥಿಗಳನ್ನು ಕಣಕ್ಕಿಳಿಸಲಾಗುವುದು ಎಂದು ಘೋಷಿಸಿದರು. ಜನಸಾಮಾನ್ಯರ ಸಮಸ್ಯೆಗಳಿಗೆ ಸ್ಪಂದಿಸುವ ಏಕೈಕ ಪಕ್ಷ ಆಪ್ ಆಗಿದ್ದು, ಭ್ರಷ್ಟಾಚಾರ ಮುಕ್ತ ಆಡಳಿತ ನೀಡುವುದೇ ಗುರಿ ಎಂದರು. ಕೇಂದ್ರದ ನೀತಿಗಳಿಂದ ರೈತರು, ಕಾರ್ಮಿಕರು ಸಂಕಷ್ಟಕ್ಕೆ ಸಿಲುಕಿದ್ದಾರೆ. ವಿದ್ಯುತ್, ನೀರು, ಶಿಕ್ಷಣ ಕ್ಷೇತ್ರದಲ್ಲಿ ದೆಹಲಿ ಸರ್ಕಾರದ ಸಾಧನೆ ಜನಮನ್ನಣೆ ಗಳಿಸಿದೆ. ರಾಜಕೀಯ ದ್ವೇಷದಿಂದ ಪ್ರಕರಣ ದಾಖಲಿಸಲಾಗಿದೆ ಎಂದು ಆರೋಪಿಸಿದರು. ಜಿಲ್ಲೆಯ ಸಮಸ್ಯೆಗಳ ಬಗ್ಗೆ ಹೋರಾಟ ಮುಂದುವರಿಸುವುದಾಗಿ ತಿಳಿಸಿದರು.: [617, 380, 1344, 443]
- article-teachers-kiran: [617, 493, 1491, 923]
- article-kejriwal-aap: [617, 141, 1491, 491]
- date-en: Monday 2 March 2026 I: [985, 90, 1188, 113]
- photo-science-day-group: [892, 979, 1211, 1219]
- city-kn: ಬೆಂಗಳೂರು: [1337, 67, 1410, 89]
- photo-kiran-felicitation: [1257, 500, 1490, 754]
- article-col2: ಮಾ.12ರ ಗುರುವಾರ ಚಂಡಿ ಹೋಮ, ಗ್ರಾಮ ದೇವತೆಗಳ ಉತ್ಸವ ನಡೆಯಲಿದೆ. ಮಾ.13ರ ಶುಕ್ರವಾರ ವಸಂತೋತ್ಸವ, ಹಂಗಾಮೋತ್ಸವ, ಹಾಗೂ ಮಾ,14ರ ಶನಿವಾರ ಅಭಿಷೇಕ ಮಾಡಲಾಗುವುದು.: [402, 1178, 578, 1257]
- facebook-icon: f: [189, 74, 212, 97]
